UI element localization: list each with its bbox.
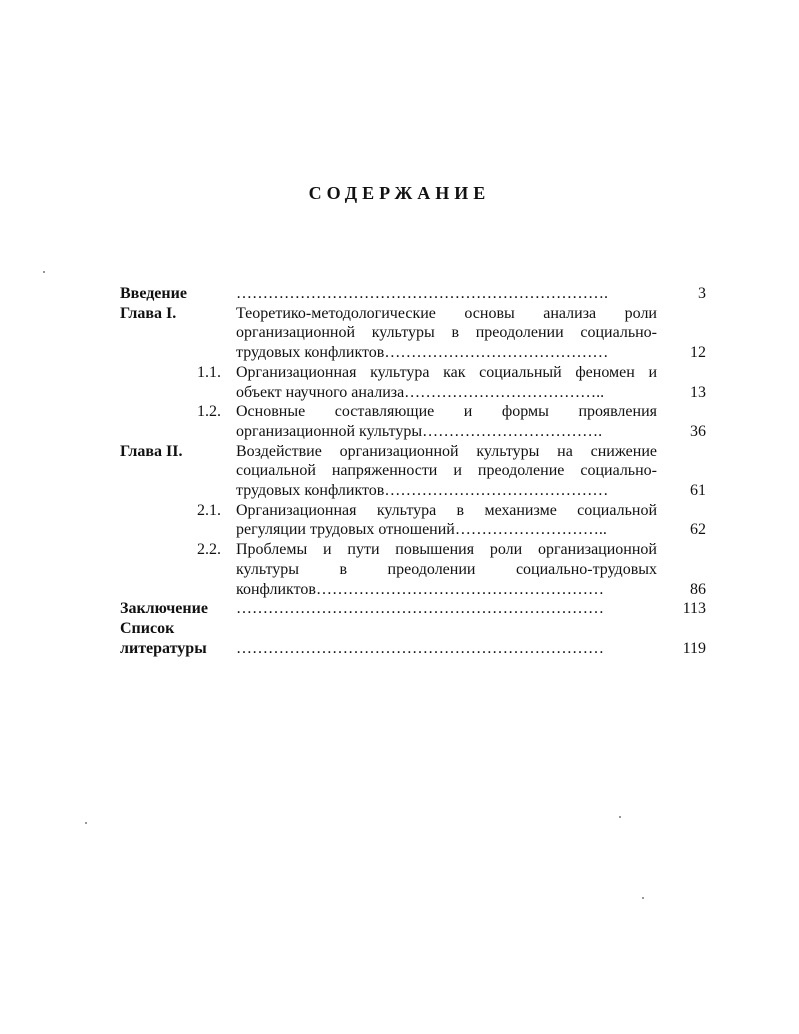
toc-title-line: культуры в преодолении социально-трудовых	[236, 560, 657, 578]
toc-label-line: 1.1.	[197, 363, 221, 381]
toc-label-line: Глава I.	[120, 304, 177, 322]
toc-title-line: трудовых конфликтов……………………………………	[236, 482, 609, 500]
toc-entry-title	[236, 540, 657, 599]
toc-label-line: литературы	[120, 639, 207, 657]
scan-speck	[642, 897, 644, 899]
toc-title-line: Организационная культура в механизме социальной	[236, 501, 657, 519]
toc-label-line: 1.2.	[197, 403, 221, 421]
page-title: СОДЕРЖАНИЕ	[308, 183, 491, 203]
toc-title-line: конфликтов………………………………………………	[236, 580, 604, 598]
toc-entry	[0, 540, 799, 599]
toc-title-line: Воздействие организационной культуры на снижение	[236, 442, 657, 460]
toc-title-line: социальной напряженности и преодоление социально-	[236, 462, 657, 480]
toc-entry-title	[236, 619, 657, 658]
toc-entry-title	[236, 501, 657, 540]
toc-title-line: объект научного анализа………………………………..	[236, 383, 605, 401]
toc-title-line: Организационная культура как социальный феномен и	[236, 363, 657, 381]
toc-section-number	[197, 363, 221, 383]
toc-title-line: организационной культуры в преодолении социально-	[236, 324, 657, 342]
toc-entry-title	[236, 402, 657, 441]
scan-speck	[43, 271, 45, 273]
toc-page-number: 62	[690, 521, 706, 539]
scan-speck	[619, 816, 621, 818]
toc-title-line: организационной культуры…………………………….	[236, 422, 603, 440]
toc-entry	[0, 363, 799, 402]
toc-entry-title	[236, 304, 657, 363]
toc-title-line: …………………………………………………………….	[236, 285, 608, 302]
table-of-contents	[0, 284, 799, 658]
toc-chapter-label	[120, 599, 208, 619]
toc-entry	[0, 501, 799, 540]
toc-page-number: 3	[698, 285, 706, 302]
toc-title-line: ……………………………………………………………	[236, 639, 604, 657]
toc-page-number: 86	[690, 580, 706, 598]
toc-section-number	[197, 501, 221, 521]
toc-chapter-label	[120, 284, 187, 304]
toc-title-line: Проблемы и пути повышения роли организационной	[236, 541, 657, 559]
toc-chapter-label	[120, 304, 176, 324]
toc-entry	[0, 599, 799, 619]
toc-label-line: 2.1.	[197, 501, 221, 519]
toc-label-line: 2.2.	[197, 541, 221, 559]
toc-title-line: Основные составляющие и формы проявления	[236, 403, 657, 421]
toc-entry-title	[236, 284, 657, 304]
toc-label-line: Введение	[120, 285, 187, 302]
toc-page-number: 119	[682, 639, 706, 657]
toc-page-number: 61	[690, 482, 706, 500]
toc-title-line: Теоретико-методологические основы анализа роли	[236, 304, 657, 322]
toc-page-number: 113	[682, 600, 706, 618]
toc-label-line: Заключение	[120, 600, 208, 618]
toc-section-number	[197, 402, 221, 422]
toc-chapter-label	[120, 619, 207, 658]
toc-title-line: трудовых конфликтов……………………………………	[236, 344, 609, 362]
toc-entry-title	[236, 442, 657, 501]
toc-chapter-label	[120, 442, 182, 462]
toc-title-line	[236, 619, 657, 639]
toc-entry	[0, 619, 799, 658]
toc-page-number: 13	[690, 383, 706, 401]
toc-title-line: ……………………………………………………………	[236, 600, 604, 618]
toc-entry	[0, 284, 799, 304]
scan-speck	[85, 822, 87, 824]
toc-entry-title	[236, 363, 657, 402]
toc-label-line: Глава II.	[120, 442, 183, 460]
toc-page-number: 12	[690, 344, 706, 362]
toc-entry	[0, 304, 799, 363]
toc-label-line: Список	[120, 619, 175, 637]
toc-section-number	[197, 540, 221, 560]
toc-entry	[0, 402, 799, 441]
toc-page-number: 36	[690, 422, 706, 440]
toc-title-line: регуляции трудовых отношений………………………..	[236, 521, 607, 539]
toc-entry-title	[236, 599, 657, 619]
toc-entry	[0, 442, 799, 501]
